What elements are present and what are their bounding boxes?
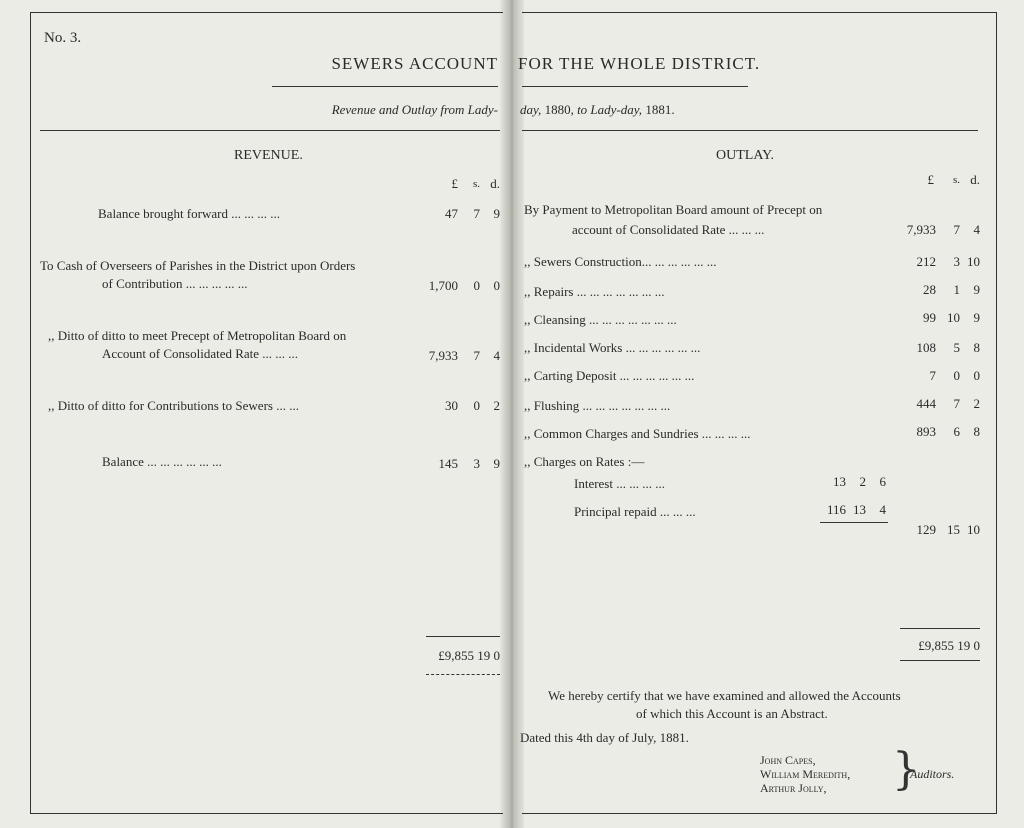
- revenue-total: £9,855 19 0: [438, 648, 500, 663]
- outlay-col-pence: d.: [970, 172, 980, 187]
- outlay-row-pence: 2: [973, 396, 980, 411]
- outlay-row-pence: 8: [973, 340, 980, 355]
- revenue-row-pounds: 30: [445, 398, 458, 413]
- auditor-name-1: John Capes,: [760, 753, 816, 767]
- outlay-row-label: ,, Common Charges and Sundries ... ... ... ...: [524, 426, 751, 441]
- outlay-row-label: ,, Carting Deposit ... ... ... ... ... ...: [524, 368, 695, 383]
- revenue-row-shillings: 3: [473, 456, 480, 471]
- outlay-row-pounds: 212: [916, 254, 936, 269]
- title-rule-right: [522, 86, 748, 87]
- revenue-row-shillings: 7: [473, 348, 480, 363]
- revenue-row-pounds: 145: [438, 456, 458, 471]
- revenue-row-label: Balance ... ... ... ... ... ...: [102, 454, 222, 469]
- outlay-row-pounds: 129: [916, 522, 936, 537]
- revenue-row-label: ,, Ditto of ditto to meet Precept of Metropolitan Board on: [48, 328, 347, 343]
- revenue-row-pence: 2: [493, 398, 500, 413]
- outlay-total-underline: [900, 660, 980, 661]
- outlay-row-pounds: 893: [916, 424, 936, 439]
- outlay-row-label: By Payment to Metropolitan Board amount of Precept on: [524, 202, 823, 217]
- outlay-total-rule: [900, 628, 980, 629]
- title-left: SEWERS ACCOUNT: [331, 54, 498, 73]
- revenue-row-shillings: 0: [473, 278, 480, 293]
- outlay-row-pounds: 7: [929, 368, 936, 383]
- outlay-row-shillings: 7: [953, 396, 960, 411]
- revenue-col-pounds: £: [451, 176, 458, 191]
- outlay-row-shillings: 0: [953, 368, 960, 383]
- outlay-row-pounds: 99: [923, 310, 936, 325]
- outlay-row-pounds: 444: [916, 396, 936, 411]
- revenue-row-pounds: 47: [445, 206, 458, 221]
- outlay-subrow-pence: 6: [879, 474, 886, 489]
- outlay-row-shillings: 5: [953, 340, 960, 355]
- outlay-subrow-label: Principal repaid ... ... ...: [574, 504, 696, 519]
- revenue-row-pounds: 1,700: [428, 278, 458, 293]
- outlay-row-shillings: 7: [953, 222, 960, 237]
- outlay-row-shillings: 3: [953, 254, 960, 269]
- revenue-heading: REVENUE.: [234, 148, 303, 163]
- outlay-col-shillings: s.: [952, 174, 960, 186]
- rates-subtotal-rule: [820, 522, 888, 523]
- outlay-row-label: ,, Charges on Rates :—: [524, 454, 645, 469]
- outlay-col-pounds: £: [927, 172, 934, 187]
- outlay-row-pence: 10: [967, 522, 980, 537]
- revenue-row-shillings: 7: [473, 206, 480, 221]
- outlay-row-pence: 9: [973, 282, 980, 297]
- revenue-row-pence: 0: [493, 278, 500, 293]
- outlay-row-pounds: 28: [923, 282, 936, 297]
- title-right: FOR THE WHOLE DISTRICT.: [518, 54, 761, 73]
- header-rule-left: [40, 130, 500, 131]
- outlay-subrow-pounds: 13: [833, 474, 846, 489]
- revenue-col-shillings: s.: [472, 178, 480, 190]
- revenue-row-pence: 4: [493, 348, 500, 363]
- certificate-line2: of which this Account is an Abstract.: [636, 706, 828, 721]
- outlay-row-label: ,, Incidental Works ... ... ... ... ... ...: [524, 340, 701, 355]
- outlay-row-pounds: 7,933: [906, 222, 936, 237]
- outlay-row-label-cont: account of Consolidated Rate ... ... ...: [572, 222, 765, 237]
- subtitle-right: day, 1880, to Lady-day, 1881.: [520, 102, 675, 117]
- revenue-row-label-cont: Account of Consolidated Rate ... ... ...: [102, 346, 299, 361]
- outlay-row-label: ,, Sewers Construction... ... ... ... ... ...: [524, 254, 717, 269]
- revenue-row-pounds: 7,933: [428, 348, 458, 363]
- outlay-row-pence: 8: [973, 424, 980, 439]
- outlay-subrow-shillings: 13: [853, 502, 866, 517]
- certificate-line1: We hereby certify that we have examined and allowed the Accounts: [548, 688, 901, 703]
- certificate-dated: Dated this 4th day of July, 1881.: [520, 730, 689, 745]
- brace-icon: }: [892, 744, 920, 795]
- revenue-total-rule: [426, 636, 500, 637]
- revenue-row-pence: 9: [493, 206, 500, 221]
- outlay-row-shillings: 1: [953, 282, 960, 297]
- book-gutter: [500, 0, 524, 828]
- outlay-subrow-pounds: 116: [826, 502, 846, 517]
- revenue-row-label-cont: of Contribution ... ... ... ... ...: [102, 276, 248, 291]
- auditor-name-3: Arthur Jolly,: [760, 781, 827, 795]
- outlay-row-label: ,, Flushing ... ... ... ... ... ... ...: [524, 398, 671, 413]
- revenue-row-label: To Cash of Overseers of Parishes in the District upon Orders: [40, 258, 356, 273]
- outlay-heading: OUTLAY.: [716, 148, 774, 163]
- outlay-row-label: ,, Repairs ... ... ... ... ... ... ...: [524, 284, 665, 299]
- revenue-row-label: ,, Ditto of ditto for Contributions to Sewers ... ...: [48, 398, 299, 413]
- revenue-row-shillings: 0: [473, 398, 480, 413]
- outlay-row-shillings: 10: [947, 310, 960, 325]
- outlay-subrow-pence: 4: [879, 502, 886, 517]
- outlay-row-shillings: 6: [953, 424, 960, 439]
- revenue-col-pence: d.: [490, 176, 500, 191]
- account-number: No. 3.: [44, 30, 82, 46]
- outlay-total: £9,855 19 0: [918, 638, 980, 653]
- outlay-row-pence: 10: [967, 254, 980, 269]
- revenue-total-underline: [426, 674, 500, 675]
- outlay-row-pence: 9: [973, 310, 980, 325]
- subtitle-left: Revenue and Outlay from Lady-: [331, 102, 498, 117]
- revenue-row-label: Balance brought forward ... ... ... ...: [98, 206, 280, 221]
- auditors-label: Auditors.: [910, 767, 955, 781]
- outlay-subrow-label: Interest ... ... ... ...: [574, 476, 665, 491]
- header-rule-right: [522, 130, 978, 131]
- outlay-row-shillings: 15: [947, 522, 960, 537]
- outlay-row-pounds: 108: [916, 340, 936, 355]
- outlay-row-pence: 4: [973, 222, 980, 237]
- auditor-name-2: William Meredith,: [760, 767, 851, 781]
- title-rule-left: [272, 86, 498, 87]
- revenue-row-pence: 9: [493, 456, 500, 471]
- outlay-subrow-shillings: 2: [859, 474, 866, 489]
- outlay-row-pence: 0: [973, 368, 980, 383]
- outlay-row-label: ,, Cleansing ... ... ... ... ... ... ...: [524, 312, 677, 327]
